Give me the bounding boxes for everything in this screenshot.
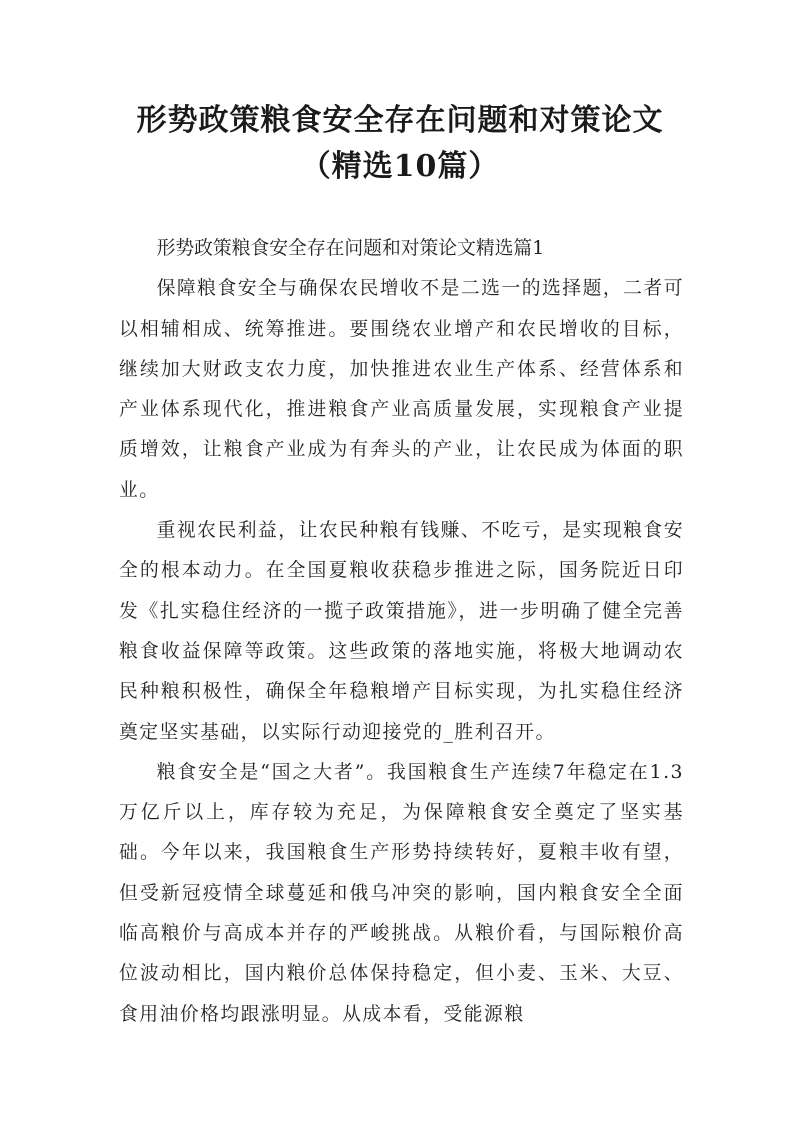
section-heading: 形势政策粮食安全存在问题和对策论文精选篇1	[156, 238, 545, 259]
document-body	[119, 229, 684, 1035]
paragraph-1: 保障粮食安全与确保农民增收不是二选一的选择题，二者可以相辅相成、统筹推进。要围绕农业增产和农民增收的目标，继续加大财政支农力度，加快推进农业生产体系、经营体系和产业体系现代化，推进粮食产业高质量发展，实现粮食产业提质增效，让粮食产业成为有奔头的产业，让农民成为体面的职业。	[119, 278, 684, 501]
paragraph-3: 粮食安全是“国之大者”。我国粮食生产连续7年稳定在1.3万亿斤以上，库存较为充足，为保障粮食安全奠定了坚实基础。今年以来，我国粮食生产形势持续转好，夏粮丰收有望，但受新冠疫情全球蔓延和俄乌冲突的影响，国内粮食安全全面临高粮价与高成本并存的严峻挑战。从粮价看，与国际粮价高位波动相比，国内粮价总体保持稳定，但小麦、玉米、大豆、食用油价格均跟涨明显。从成本看，受能源粮	[119, 761, 684, 1025]
document-title: 形势政策粮食安全存在问题和对策论文（精选10篇）	[136, 103, 664, 184]
paragraph-2: 重视农民利益，让农民种粮有钱赚、不吃亏，是实现粮食安全的根本动力。在全国夏粮收获稳步推进之际，国务院近日印发《扎实稳住经济的一揽子政策措施》，进一步明确了健全完善粮食收益保障等政策。这些政策的落地实施，将极大地调动农民种粮积极性，确保全年稳粮增产目标实现，为扎实稳住经济奠定坚实基础，以实际行动迎接党的_胜利召开。	[119, 520, 684, 743]
